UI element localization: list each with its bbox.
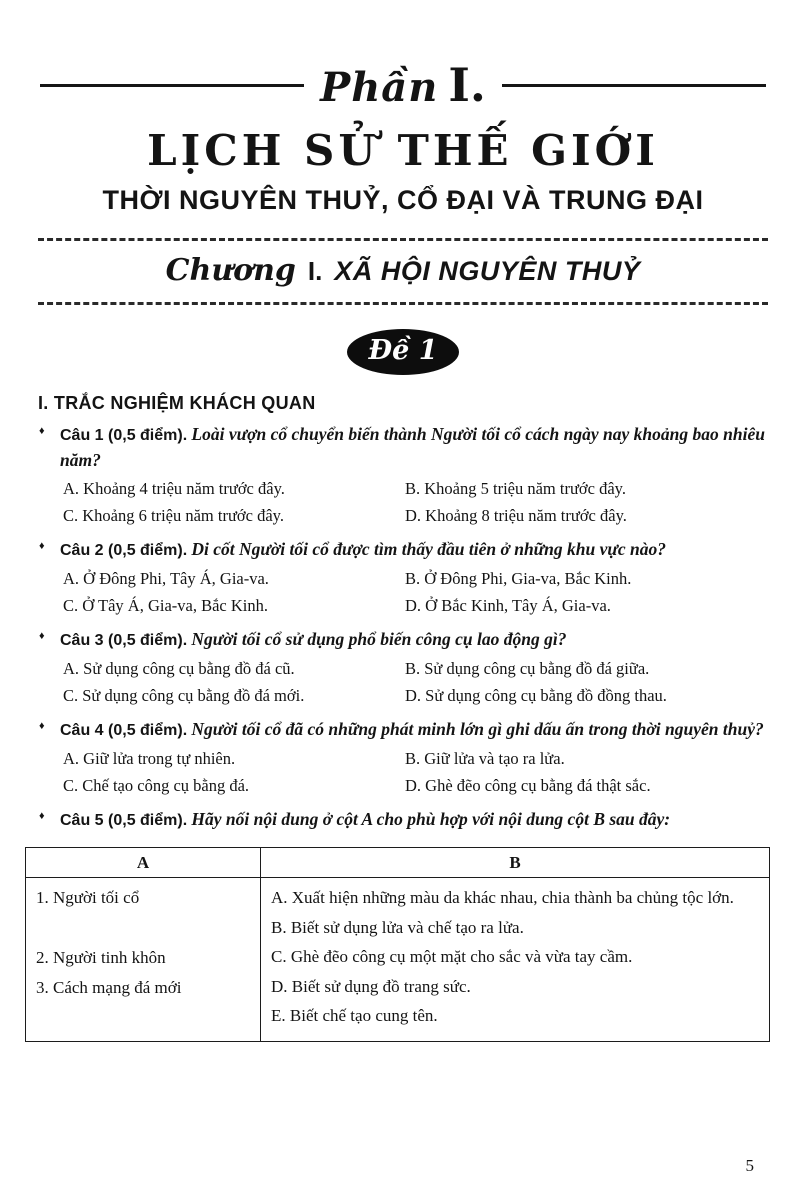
table-cell-a [26,878,261,1042]
option-item: B. Ở Đông Phi, Gia-va, Bắc Kinh. [405,569,632,588]
question-label: Câu 4 (0,5 điểm). [60,722,188,739]
diamond-bullet-icon: ♦ [39,630,45,642]
question-text: Loài vượn cổ chuyển biến thành Người tối cổ cách ngày nay khoảng bao nhiêu năm? [60,424,765,470]
question-text: Hãy nối nội dung ở cột A cho phù hợp với nội dung cột B sau đây: [191,809,671,829]
question-block-1 [38,422,768,529]
diamond-bullet-icon: ♦ [39,540,45,552]
question-text: Người tối cổ đã có những phát minh lớn gì ghi dấu ấn trong thời nguyên thuỷ? [191,719,764,739]
diamond-bullet-icon: ♦ [39,720,45,732]
part-heading-row [40,58,766,112]
divider-line-left [40,84,304,87]
table-header-b: B [261,848,770,878]
option-item: D. Sử dụng công cụ bằng đồ đồng thau. [405,685,667,705]
question-block-5 [38,807,768,833]
question-line [60,537,768,563]
question-block-2 [38,537,768,619]
option-item: D. Ở Bắc Kinh, Tây Á, Gia-va. [405,595,611,615]
question-label: Câu 1 (0,5 điểm). [60,427,188,444]
question-line [60,422,768,473]
list-item: 2. Người tinh khôn [36,948,166,967]
question-line [60,627,768,653]
options [60,656,768,709]
option-item: A. Giữ lửa trong tự nhiên. [63,749,236,768]
book-subtitle: THỜI NGUYÊN THUỶ, CỔ ĐẠI VÀ TRUNG ĐẠI [102,185,704,215]
question-block-4 [38,717,768,799]
option-item: B. Khoảng 5 triệu năm trước đây. [405,479,626,498]
table-header-a: A [26,848,261,878]
question-text: Người tối cổ sử dụng phổ biến công cụ lao động gì? [191,629,567,649]
list-item: A. Xuất hiện những màu da khác nhau, chia thành ba chủng tộc lớn. [271,888,734,907]
page-number: 5 [745,1156,754,1175]
chapter-heading [38,253,768,288]
list-item: 1. Người tối cổ [36,888,140,907]
option-item: A. Khoảng 4 triệu năm trước đây. [63,479,285,498]
dashed-divider-top [38,238,768,241]
part-script-word: Phần [320,64,439,111]
diamond-bullet-icon: ♦ [39,425,45,437]
option-item: B. Sử dụng công cụ bằng đồ đá giữa. [405,659,650,678]
diamond-bullet-icon: ♦ [39,810,45,822]
book-title: LỊCH SỬ THẾ GIỚI [147,126,659,175]
option-item: D. Ghè đẽo công cụ bằng đá thật sắc. [405,775,651,795]
chapter-title: XÃ HỘI NGUYÊN THUỶ [334,256,641,286]
matching-table [25,847,770,1042]
question-label: Câu 2 (0,5 điểm). [60,542,188,559]
divider-line-right [502,84,766,87]
question-line [60,717,768,743]
chapter-numeral: I. [307,256,323,286]
options [60,566,768,619]
question-label: Câu 5 (0,5 điểm). [60,812,188,829]
option-item: A. Sử dụng công cụ bằng đồ đá cũ. [63,659,295,678]
question-label: Câu 3 (0,5 điểm). [60,632,188,649]
option-item: C. Ở Tây Á, Gia-va, Bắc Kinh. [63,595,268,615]
question-text: Di cốt Người tối cổ được tìm thấy đầu tiên ở những khu vực nào? [191,539,666,559]
list-item: C. Ghè đẽo công cụ một mặt cho sắc và vừa tay cầm. [271,947,633,966]
option-item: B. Giữ lửa và tạo ra lửa. [405,749,565,768]
list-item: D. Biết sử dụng đồ trang sức. [271,976,471,996]
list-item: B. Biết sử dụng lửa và chế tạo ra lửa. [271,917,524,937]
option-item: D. Khoảng 8 triệu năm trước đây. [405,505,627,525]
options [60,746,768,799]
option-item: C. Khoảng 6 triệu năm trước đây. [63,505,284,525]
options [60,476,768,529]
exam-badge: Đề 1 [347,329,459,375]
chapter-script-word: Chương [165,253,296,288]
table-header-row [26,848,770,878]
section-heading: I. TRẮC NGHIỆM KHÁCH QUAN [38,393,316,413]
option-item: C. Chế tạo công cụ bằng đá. [63,775,250,795]
exam-badge-wrap [38,329,768,375]
table-cell-b [261,878,770,1042]
dashed-divider-bottom [38,302,768,305]
option-item: A. Ở Đông Phi, Tây Á, Gia-va. [63,569,269,588]
part-numeral: I. [448,58,486,112]
question-line [60,807,768,833]
part-title [320,58,486,112]
list-item: 3. Cách mạng đá mới [36,978,182,997]
option-item: C. Sử dụng công cụ bằng đồ đá mới. [63,685,305,705]
table-body-row [26,878,770,1042]
list-item: E. Biết chế tạo cung tên. [271,1006,438,1025]
question-block-3 [38,627,768,709]
